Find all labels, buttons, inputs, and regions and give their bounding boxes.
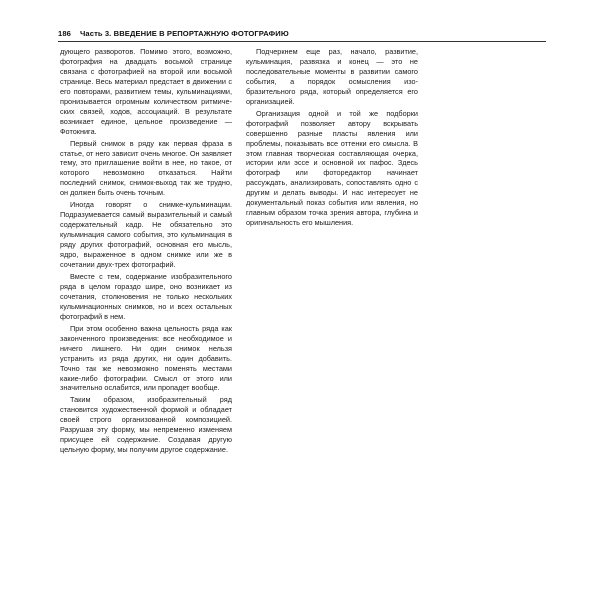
- paragraph: Вместе с тем, содержание изобразительного ряда в целом гораздо шире, оно возникает из сочетания, столкновения не только нескольких кульминационных снимков, но и всех остальных фотографий в нем.: [60, 271, 232, 321]
- paragraph: Подчеркнем еще раз, начало, развитие, кульминация, развязка и конец — это не последовательные моменты в развитии самого события, а порядок осмысления изобразительного ряда, который определяется его организацией.: [246, 47, 418, 106]
- paragraph: Таким образом, изобразительный ряд становится художественной формой и обладает своей строго организованной композицией. Разрушая эту форму, мы непременно изменяем присущее ей содержание. Создавая другую цельную форму, мы получим другое содержание.: [60, 395, 232, 455]
- paragraph: Организация одной и той же подборки фотографий позволяет автору вскрывать совершенно разные пласты явления или проблемы, показывать все оттенки его смысла. В этом главная творческая составляющая очерка, истории или эссе и основной их пафос. Здесь фотограф или фоторедактор начинает рассуждать, анализировать, сопоставлять одно с другим и делать выводы. И нас интересует не документальный показ события или явления, но главным образом точка зрения автора, глубина и оригинальность его мышления.: [246, 108, 418, 228]
- paragraph: дующего разворотов. Помимо этого, возможно, фотография на двадцать восьмой странице связана с фотографией на второй или восьмой странице. Весь материал предстает в движении с его повторами, развитием темы, кульминациями, пронизывается огромным количеством ритмических связей, ходов, ассоциаций. В результате возникает единое, цельное произведение — Фотокнига.: [60, 47, 232, 136]
- page-number: 186: [58, 29, 71, 38]
- paragraph: Первый снимок в ряду как первая фраза в статье, от него зависит очень многое. Он заявляет тему, это приглашение войти в нее, но такое, от которого невозможно отказаться. Найти последний снимок, снимок-выход так же трудно, он должен быть очень точным.: [60, 138, 233, 198]
- header-rule: [58, 41, 546, 42]
- left-column: [60, 47, 232, 457]
- right-column: [246, 47, 418, 230]
- section-title: Часть 3. ВВЕДЕНИЕ В РЕПОРТАЖНУЮ ФОТОГРАФИЮ: [79, 29, 289, 38]
- paragraph: Иногда говорят о снимке-кульминации. Подразумевается самый выразительный и самый содержательный кадр. Не обязательно это кульминация самого события, это кульминация в ряду других фотографий, основная его мысль, ядро, выраженное в одном снимке или же в сочетании двух-трех фотографий.: [60, 200, 232, 270]
- paragraph: При этом особенно важна цельность ряда как законченного произведения: все необходимое и ничего лишнего. Ни один снимок нельзя устранить из ряда других, ни один добавить. Точно так же невозможно поменять местами какие-либо фотографии. Смысл от этого или значительно ослабится, или пропадет вообще.: [60, 323, 232, 393]
